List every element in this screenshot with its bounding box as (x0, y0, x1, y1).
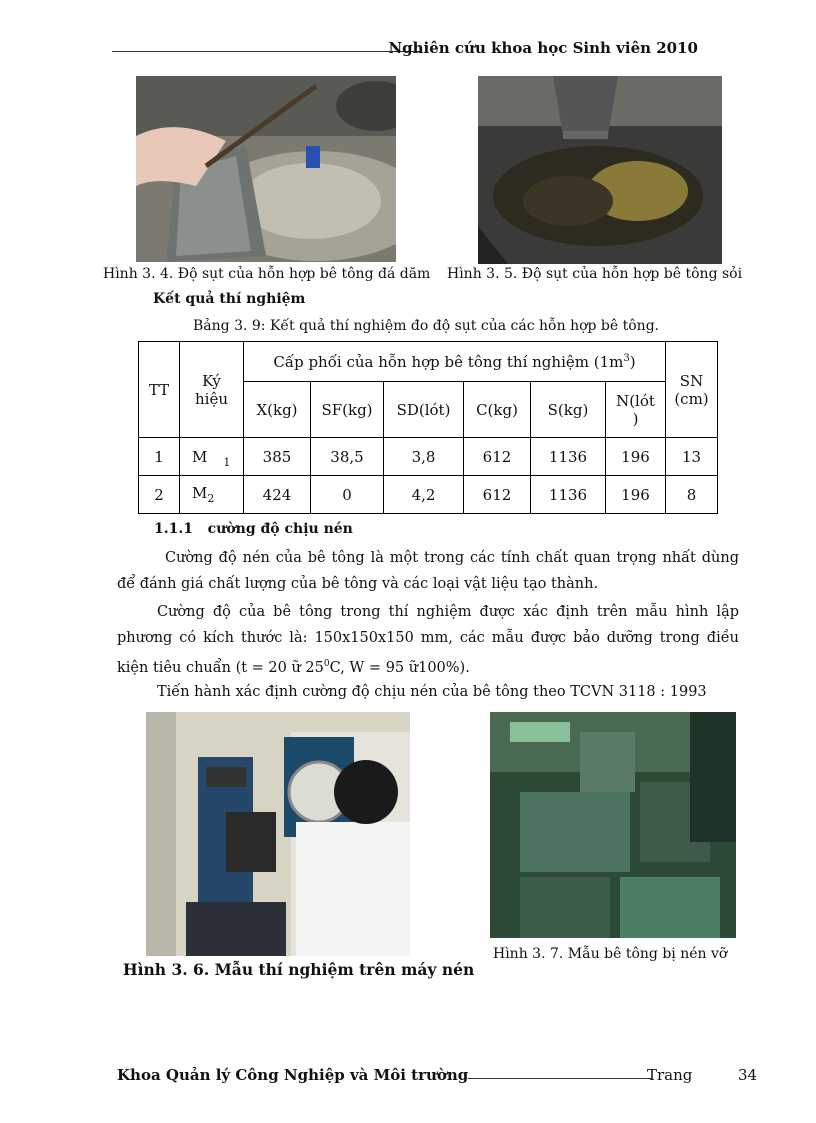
cell-sd: 3,8 (384, 438, 464, 476)
header-symbol: Ký hiệu (180, 342, 244, 438)
subsection-title: cường độ chịu nén (207, 521, 353, 537)
subsection-heading (154, 521, 353, 537)
figure-caption-3-4: Hình 3. 4. Độ sụt của hỗn hợp bê tông đá dăm (103, 266, 431, 282)
table-row (139, 476, 718, 514)
cell-sn: 13 (666, 438, 718, 476)
figure-caption-3-7: Hình 3. 7. Mẫu bê tông bị nén vỡ (493, 946, 728, 962)
paragraph-1: Cường độ nén của bê tông là một trong các tính chất quan trọng nhất dùng để đánh giá chất lượng của bê tông và các loại vật liệu tạo thành. (117, 550, 739, 592)
photo-crushed-samples (490, 712, 736, 938)
cell-symbol: $M_2$ (180, 476, 244, 514)
cell-n: 196 (606, 438, 666, 476)
footer-department: Khoa Quản lý Công Nghiệp và Môi trường (117, 1066, 469, 1084)
cell-x: 385 (244, 438, 311, 476)
cell-c: 612 (464, 438, 531, 476)
photo-slump-gravel (478, 76, 722, 264)
photo-slump-crushed-stone (136, 76, 396, 262)
photo-compression-machine (146, 712, 410, 956)
footer-page-label: Trang (647, 1066, 693, 1084)
cell-tt: 2 (139, 476, 180, 514)
col-header-x: X(kg) (244, 382, 311, 438)
cell-x: 424 (244, 476, 311, 514)
table-row (139, 438, 718, 476)
footer-page-number: 34 (738, 1066, 758, 1084)
slump-results-table (138, 341, 718, 514)
header-rule (112, 51, 422, 52)
header-sn: SN (cm) (666, 342, 718, 438)
figure-caption-3-5: Hình 3. 5. Độ sụt của hỗn hợp bê tông sỏi (447, 266, 743, 282)
col-header-s: S(kg) (531, 382, 606, 438)
cell-sf: 0 (311, 476, 384, 514)
cell-sf: 38,5 (311, 438, 384, 476)
col-header-n: N(lót ) (606, 382, 666, 438)
cell-c: 612 (464, 476, 531, 514)
cell-s: 1136 (531, 438, 606, 476)
col-header-sf: SF(kg) (311, 382, 384, 438)
section-title: Kết quả thí nghiệm (153, 291, 306, 307)
footer-rule (468, 1078, 652, 1079)
col-header-sd: SD(lót) (384, 382, 464, 438)
figure-caption-3-6: Hình 3. 6. Mẫu thí nghiệm trên máy nén (123, 960, 475, 979)
cell-sd: 4,2 (384, 476, 464, 514)
subsection-number: 1.1.1 (154, 521, 193, 537)
paragraph-2: Cường độ của bê tông trong thí nghiệm được xác định trên mẫu hình lập phương có kích thước là: 150x150x150 mm, các mẫu được bảo dưỡng trong điều kiện tiêu chuẩn (t = 20 ữ $25^0C$, W = 95 ữ100%). (117, 604, 739, 676)
cell-sn: 8 (666, 476, 718, 514)
cell-s: 1136 (531, 476, 606, 514)
table-caption: Bảng 3. 9: Kết quả thí nghiệm đo độ sụt của các hỗn hợp bê tông. (193, 318, 660, 334)
header-mix-group: Cấp phối của hỗn hợp bê tông thí nghiệm $(1m^3)$ (244, 342, 666, 382)
paragraph-3: Tiến hành xác định cường độ chịu nén của bê tông theo TCVN 3118 : 1993 (157, 684, 707, 700)
cell-tt: 1 (139, 438, 180, 476)
page-header: Nghiên cứu khoa học Sinh viên 2010 (388, 39, 698, 57)
header-tt: TT (139, 342, 180, 438)
cell-symbol: M $_1$ (180, 438, 244, 476)
col-header-c: C(kg) (464, 382, 531, 438)
cell-n: 196 (606, 476, 666, 514)
